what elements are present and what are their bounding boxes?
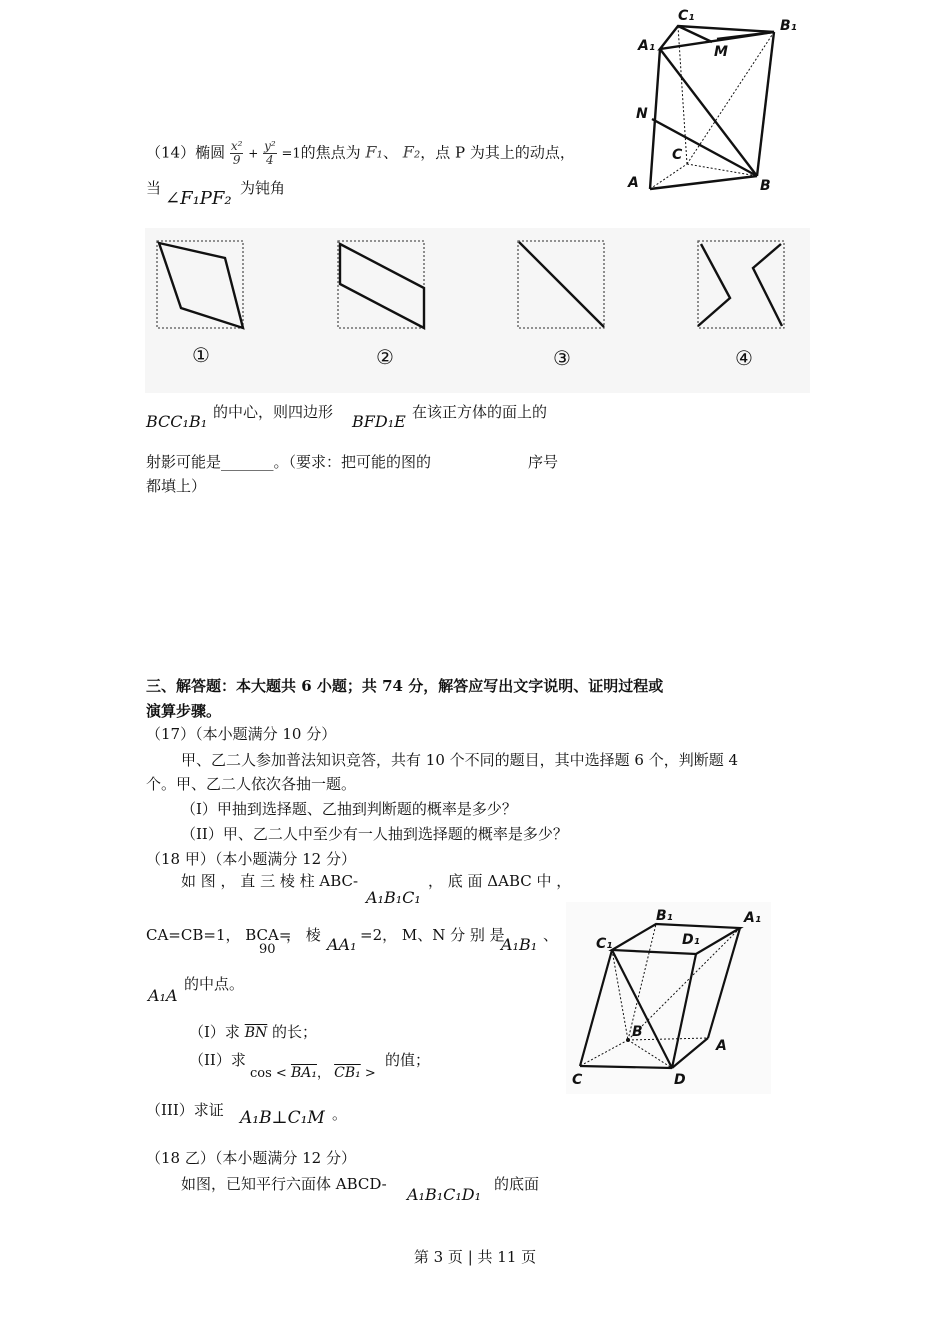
q14-number: （14）椭圆: [146, 143, 226, 162]
label-D: D: [674, 1072, 686, 1088]
q18a-dot: 。: [332, 1105, 348, 1123]
q18a-perp: A₁B⊥C₁M: [240, 1108, 325, 1128]
q18a-part-ii-end: 的值；: [385, 1051, 431, 1069]
point-B: [626, 1038, 630, 1042]
label-C1: C₁: [678, 8, 695, 24]
section3-title: 三、解答题：本大题共 6 小题；共 74 分，解答应写出文字说明、证明过程或: [146, 677, 664, 695]
label-B1: B₁: [780, 18, 797, 34]
vector-ba1: BA₁: [290, 1065, 317, 1081]
q18b-line1b: 的底面: [494, 1175, 540, 1193]
q18a-part-ii-label: （II）求: [189, 1051, 246, 1069]
label-B: B: [632, 1024, 643, 1040]
label-B: B: [760, 178, 771, 194]
label-C: C: [572, 1072, 583, 1088]
option2-label: ②: [376, 345, 394, 369]
q18a-line1a: 如 图 ， 直 三 棱 柱 ABC-: [181, 872, 359, 890]
q15-fill: 都填上）: [146, 477, 207, 495]
vector-cb1: CB₁: [334, 1065, 361, 1081]
q14-obtuse: 为钝角: [240, 179, 286, 197]
q18a-line2a: CA=CB=1， BCA=: [146, 926, 292, 944]
vector-bn: $\overline{BN}$: [244, 1025, 268, 1041]
prism-figure-abc: [612, 4, 812, 199]
edge-MB1: [717, 32, 774, 39]
figure-background: [145, 228, 810, 393]
parallelepiped-figure: [566, 902, 771, 1094]
q18a-cos-expression: cos < BA₁， CB₁ >: [250, 1065, 376, 1081]
q18a-a1b1c1: A₁B₁C₁: [366, 888, 421, 907]
fraction-y2-4: $\frac{\text{y²}}{4}$: [264, 139, 276, 167]
q17-head: （17）（本小题满分 10 分）: [146, 725, 337, 743]
q17-p2: 个。甲、乙二人依次各抽一题。: [146, 775, 357, 793]
q17-p1: 甲、乙二人参加普法知识竞答，共有 10 个不同的题目，其中选择题 6 个，判断题 4: [181, 751, 739, 769]
option1-label: ①: [192, 343, 210, 367]
edge-AB: [650, 176, 757, 189]
section3-title2: 演算步骤。: [146, 702, 222, 720]
q18b-head: （18 乙）（本小题满分 12 分）: [146, 1149, 356, 1167]
edge-AA1: [650, 49, 660, 189]
label-M: M: [714, 44, 728, 60]
q18a-line2c: =2， M、N 分 别 是: [360, 926, 505, 944]
label-A: A: [628, 175, 639, 191]
label-D1: D₁: [682, 932, 700, 948]
q18a-line2b: ， 棱: [286, 926, 321, 944]
q18b-line1a: 如图，已知平行六面体 ABCD-: [181, 1175, 387, 1193]
projection-options-figure: [145, 228, 810, 393]
fraction-x2-9: $\frac{\text{x²}}{9}$: [230, 139, 243, 167]
q15-shadow-text: 射影可能是_______。（要求：把可能的图的: [146, 453, 432, 471]
q18a-a1a: A₁A: [148, 986, 178, 1005]
label-A1: A₁: [638, 38, 655, 54]
label-C: C: [672, 147, 683, 163]
q18a-mid: 的中点。: [184, 975, 245, 993]
q15-center-text: 的中心，则四边形: [213, 403, 334, 421]
q18a-deg: 90: [259, 942, 276, 957]
q17-part-i: （I）甲抽到选择题、乙抽到判断题的概率是多少？: [181, 800, 517, 818]
label-C1: C₁: [596, 936, 613, 952]
q15-bfd1e: BFD₁E: [352, 412, 406, 431]
option3-label: ③: [553, 346, 571, 370]
q15-xuhao: 序号: [528, 453, 559, 471]
label-N: N: [636, 106, 648, 122]
q18a-a1b1: A₁B₁: [501, 935, 538, 954]
label-A: A: [716, 1038, 727, 1054]
q17-part-ii: （II）甲、乙二人中至少有一人抽到选择题的概率是多少？: [181, 825, 568, 843]
q18a-sep: 、: [543, 926, 559, 944]
option4-label: ④: [735, 346, 753, 370]
page-footer: 第 3 页 | 共 11 页: [413, 1248, 537, 1266]
q18a-line1b: ， 底 面 ΔABC 中 ，: [428, 872, 572, 890]
label-B1: B₁: [656, 908, 673, 924]
q18a-head: （18 甲）（本小题满分 12 分）: [146, 850, 356, 868]
q18a-part-i: （I）求 $\overline{BN}$ 的长；: [189, 1023, 318, 1041]
label-A1: A₁: [744, 910, 761, 926]
q18b-a1b1c1d1: A₁B₁C₁D₁: [407, 1185, 482, 1204]
q14-line1: （14）椭圆 $\frac{\text{x²}}{9}$ + $\frac{\text{y²}}{4}$ =1的焦点为 F₁、 F₂，点 P 为其上的动点，: [146, 139, 575, 167]
q15-proj-text: 在该正方体的面上的: [412, 403, 548, 421]
q18a-part-iii-label: （III）求证: [146, 1101, 224, 1119]
q14-angle: ∠F₁PF₂: [165, 188, 232, 209]
q18a-aa1: AA₁: [327, 935, 357, 954]
q15-bcc1b1: BCC₁B₁: [146, 412, 208, 431]
q14-dang: 当: [146, 179, 162, 197]
